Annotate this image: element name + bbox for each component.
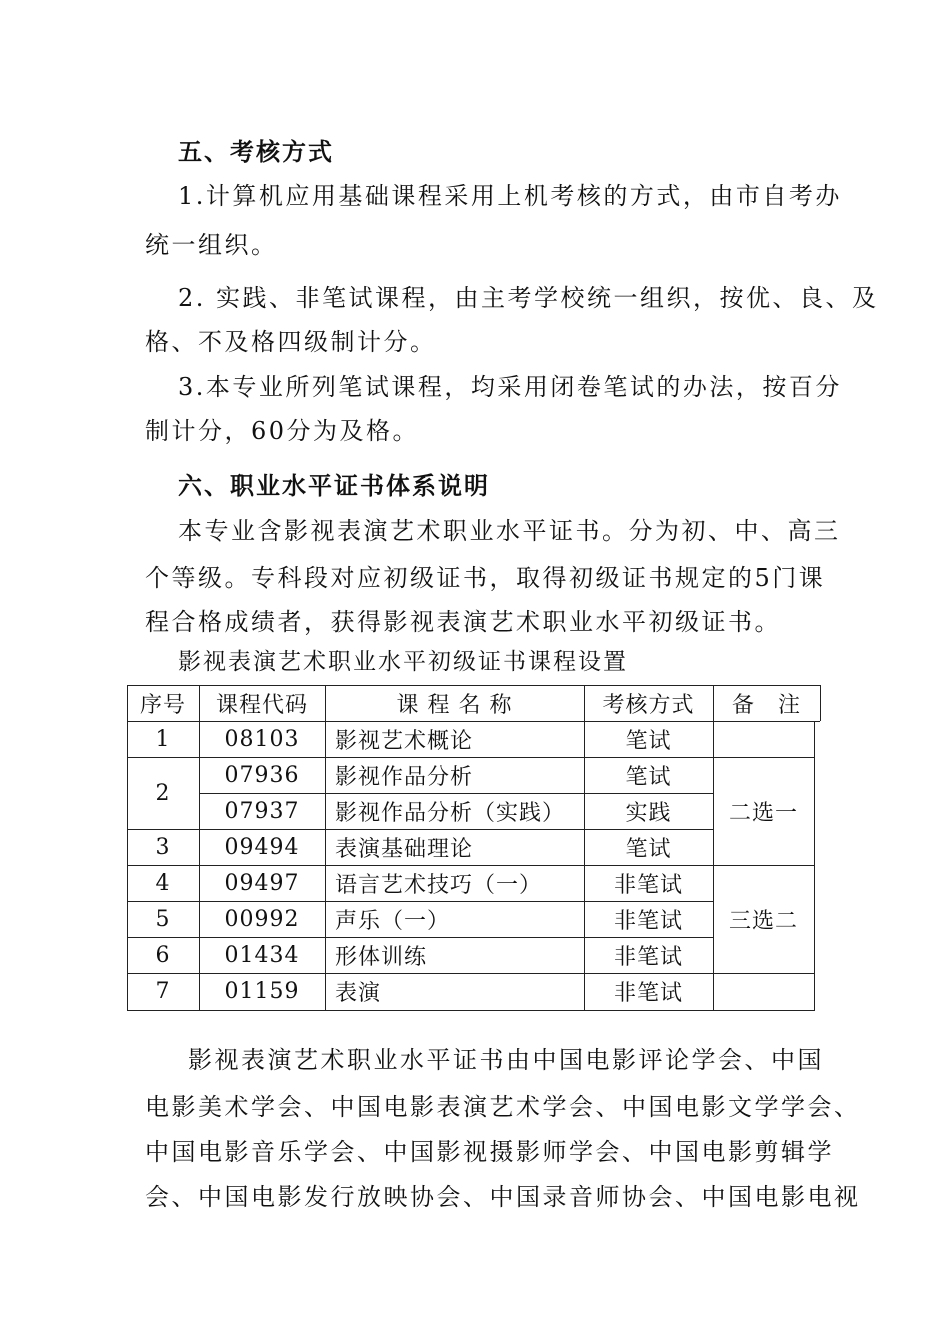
table-cell-exam: 非笔试	[613, 944, 683, 970]
table-cell-no: 4	[155, 870, 171, 896]
paragraph-line: 个等级。专科段对应初级证书，取得初级证书规定的5门课	[145, 564, 826, 592]
table-cell-code: 01159	[224, 979, 300, 1004]
table-cell-exam: 非笔试	[613, 872, 683, 898]
table-cell-exam: 笔试	[625, 728, 672, 754]
table-cell-name: 表演	[335, 981, 382, 1006]
table-header-cell: 课程代码	[215, 692, 308, 718]
table-cell-name: 表演基础理论	[335, 836, 474, 862]
table-cell-code: 07937	[224, 798, 300, 824]
table-cell-name: 语言艺术技巧（一）	[335, 872, 543, 898]
table-header-cell: 考核方式	[602, 692, 695, 718]
table-cell-exam: 笔试	[625, 836, 672, 862]
table-rule	[814, 721, 815, 1011]
paragraph-line: 制计分，60分为及格。	[145, 417, 420, 445]
table-cell-no: 1	[155, 726, 171, 752]
paragraph-line: 3.本专业所列笔试课程，均采用闭卷笔试的办法，按百分	[178, 373, 842, 401]
table-cell-code: 09497	[224, 870, 300, 896]
table-caption: 影视表演艺术职业水平初级证书课程设置	[178, 649, 628, 675]
table-header-cell: 序号	[139, 692, 186, 718]
table-rule	[199, 685, 200, 1011]
table-rule	[127, 757, 814, 758]
table-cell-no: 6	[155, 942, 171, 968]
paragraph-line: 2. 实践、非笔试课程，由主考学校统一组织，按优、良、及	[178, 284, 879, 312]
table-cell-code: 09494	[224, 834, 300, 860]
paragraph-line: 电影美术学会、中国电影表演艺术学会、中国电影文学学会、	[145, 1093, 861, 1121]
table-cell-exam: 非笔试	[613, 981, 683, 1006]
paragraph-line: 本专业含影视表演艺术职业水平证书。分为初、中、高三	[178, 517, 841, 545]
table-cell-code: 01434	[224, 942, 300, 968]
paragraph-line: 会、中国电影发行放映协会、中国录音师协会、中国电影电视	[145, 1183, 861, 1211]
table-cell-no: 3	[155, 834, 171, 860]
paragraph-line: 格、不及格四级制计分。	[145, 328, 437, 356]
paragraph-line: 统一组织。	[145, 231, 278, 259]
course-table	[127, 685, 814, 1011]
table-cell-no: 5	[155, 906, 171, 932]
table-rule	[713, 685, 714, 1011]
section-heading-certificate: 六、职业水平证书体系说明	[178, 471, 490, 500]
table-rule	[127, 721, 820, 722]
table-rule	[127, 901, 713, 902]
table-cell-remark: 三选二	[728, 908, 798, 934]
table-rule	[820, 685, 821, 721]
table-cell-remark: 二选一	[728, 800, 798, 826]
table-cell-name: 影视作品分析	[335, 764, 474, 790]
table-rule	[127, 865, 814, 866]
table-rule	[325, 685, 326, 1011]
paragraph-line: 中国电影音乐学会、中国影视摄影师学会、中国电影剪辑学	[145, 1138, 834, 1166]
paragraph-line: 1.计算机应用基础课程采用上机考核的方式，由市自考办	[178, 182, 842, 210]
table-cell-exam: 笔试	[625, 764, 672, 790]
table-rule	[127, 685, 128, 1011]
table-header-cell: 课 程 名 称	[396, 692, 513, 718]
table-cell-code: 00992	[224, 906, 300, 932]
table-cell-no: 2	[155, 780, 171, 806]
table-cell-code: 07936	[224, 762, 300, 788]
table-cell-no: 7	[155, 979, 171, 1004]
paragraph-line: 影视表演艺术职业水平证书由中国电影评论学会、中国	[188, 1046, 824, 1074]
table-rule	[584, 685, 585, 1011]
table-cell-name: 形体训练	[335, 944, 428, 970]
table-rule	[199, 793, 713, 794]
table-cell-exam: 实践	[625, 800, 672, 826]
table-rule	[127, 829, 713, 830]
table-rule	[127, 685, 820, 686]
table-cell-code: 08103	[224, 726, 300, 752]
section-heading-exam-method: 五、考核方式	[178, 137, 334, 166]
table-cell-name: 声乐（一）	[335, 908, 451, 934]
table-rule	[127, 1010, 814, 1011]
table-header-cell: 备 注	[731, 692, 801, 718]
table-cell-name: 影视艺术概论	[335, 728, 474, 754]
paragraph-line: 程合格成绩者，获得影视表演艺术职业水平初级证书。	[145, 608, 781, 636]
table-rule	[127, 973, 814, 974]
table-cell-exam: 非笔试	[613, 908, 683, 934]
table-cell-name: 影视作品分析（实践）	[335, 800, 566, 826]
table-rule	[127, 937, 713, 938]
